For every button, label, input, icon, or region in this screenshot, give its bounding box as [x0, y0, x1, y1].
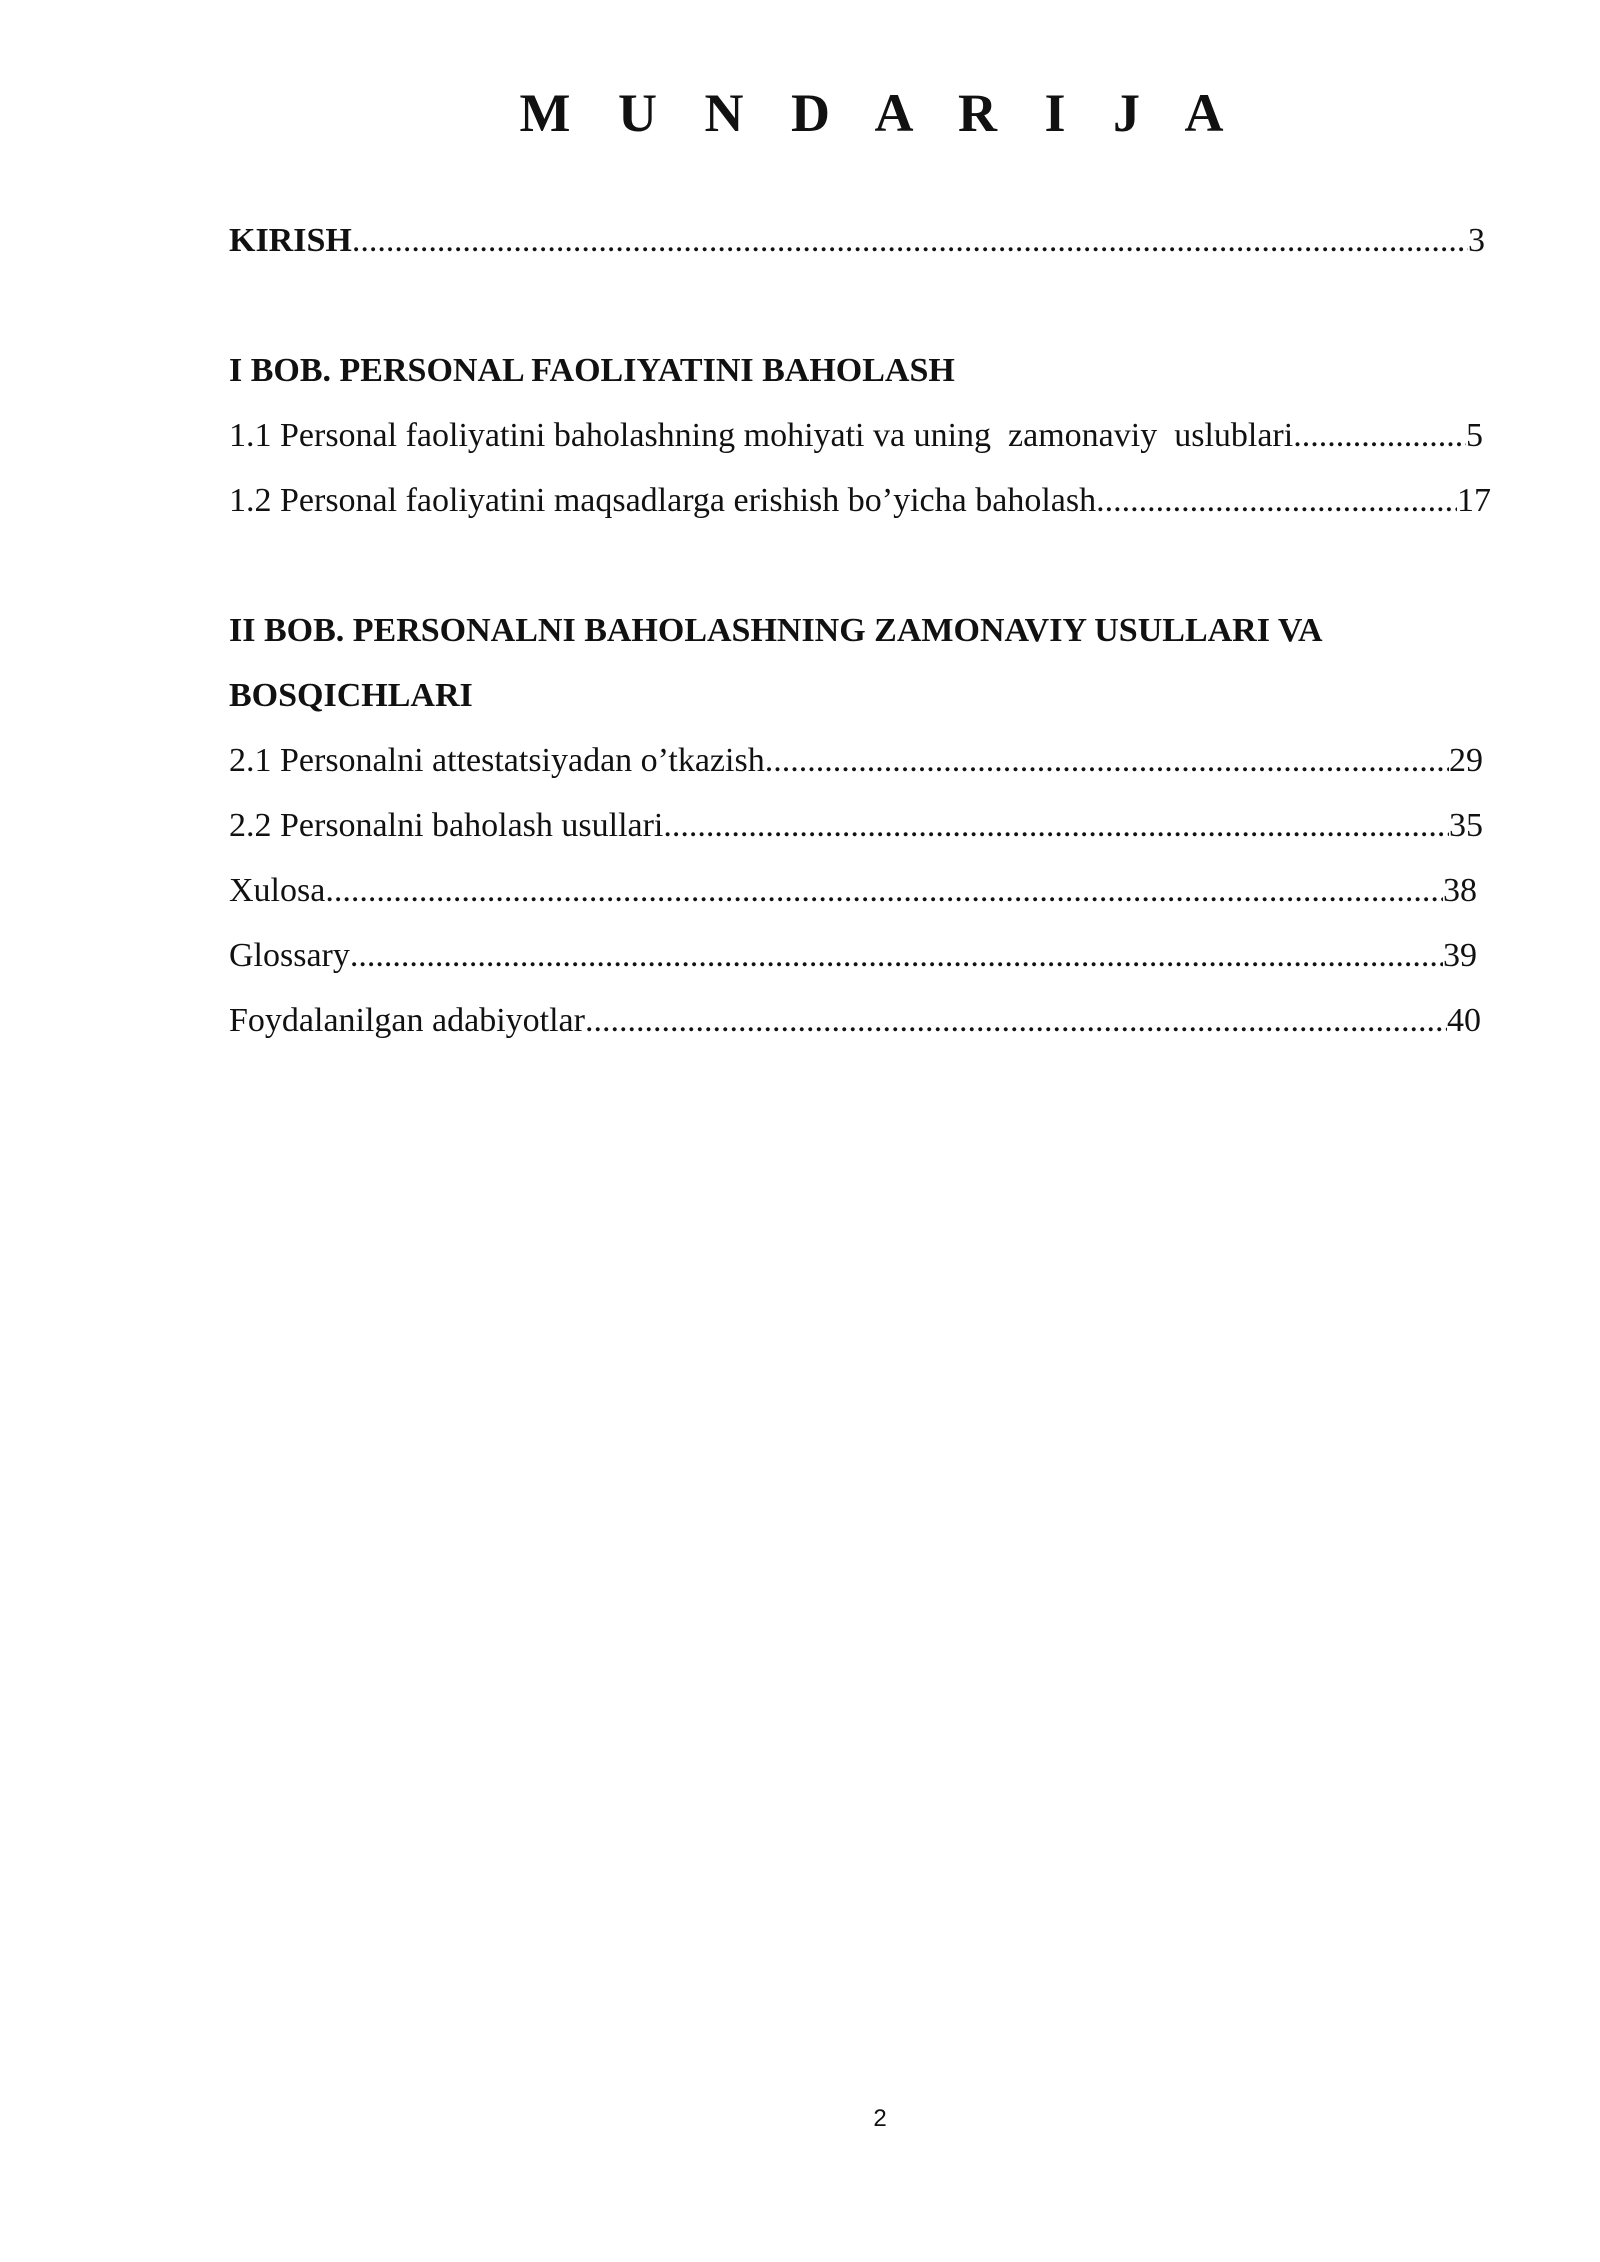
toc-entry-page: 38 [1443, 872, 1477, 909]
toc-entry-label: KIRISH [229, 222, 352, 259]
toc-entry-2-2 [229, 793, 1483, 858]
chapter-2-heading-line-1: II BOB. PERSONALNI BAHOLASHNING ZAMONAVIY USULLARI VA [229, 612, 1323, 649]
chapter-1-heading: I BOB. PERSONAL FAOLIYATINI BAHOLASH [229, 352, 955, 389]
dot-leader [352, 208, 1468, 273]
dot-leader [1293, 403, 1466, 468]
toc-entry-label: Xulosa [229, 872, 326, 909]
toc-entry-kirish [229, 208, 1485, 273]
toc-entry-2-1 [229, 728, 1483, 793]
spacer [229, 533, 1491, 598]
dot-leader [325, 858, 1443, 923]
toc-entry-label: 1.2 Personal faoliyatini maqsadlarga erishish bo’yicha baholash [229, 482, 1097, 519]
chapter-2-heading-line-2: BOSQICHLARI [229, 677, 473, 714]
toc-entry-page: 29 [1449, 742, 1483, 779]
toc-entry-page: 3 [1468, 222, 1485, 259]
toc-entry-page: 35 [1449, 807, 1483, 844]
toc-entry-label: 1.1 Personal faoliyatini baholashning mohiyati va uning zamonaviy uslublari [229, 417, 1294, 454]
toc-entry-page: 5 [1466, 417, 1483, 454]
page-number: 2 [873, 2105, 887, 2132]
toc-entry-label: Foydalanilgan adabiyotlar [229, 1002, 585, 1039]
dot-leader [1096, 468, 1457, 533]
document-title: M U N D A R I J A [519, 83, 1241, 143]
toc-entry-label: Glossary [229, 937, 350, 974]
dot-leader [663, 793, 1449, 858]
dot-leader [350, 923, 1443, 988]
spacer [229, 273, 1491, 338]
toc-entry-page: 39 [1443, 937, 1477, 974]
table-of-contents [229, 208, 1491, 1053]
toc-entry-xulosa [229, 858, 1477, 923]
dot-leader [585, 988, 1447, 1053]
toc-entry-page: 17 [1457, 482, 1491, 519]
toc-entry-label: 2.1 Personalni attestatsiyadan o’tkazish [229, 742, 765, 779]
toc-entry-label: 2.2 Personalni baholash usullari [229, 807, 664, 844]
toc-entry-1-2 [229, 468, 1491, 533]
dot-leader [765, 728, 1449, 793]
toc-entry-adabiyotlar [229, 988, 1481, 1053]
toc-entry-1-1 [229, 403, 1483, 468]
toc-entry-glossary [229, 923, 1477, 988]
toc-entry-page: 40 [1447, 1002, 1481, 1039]
